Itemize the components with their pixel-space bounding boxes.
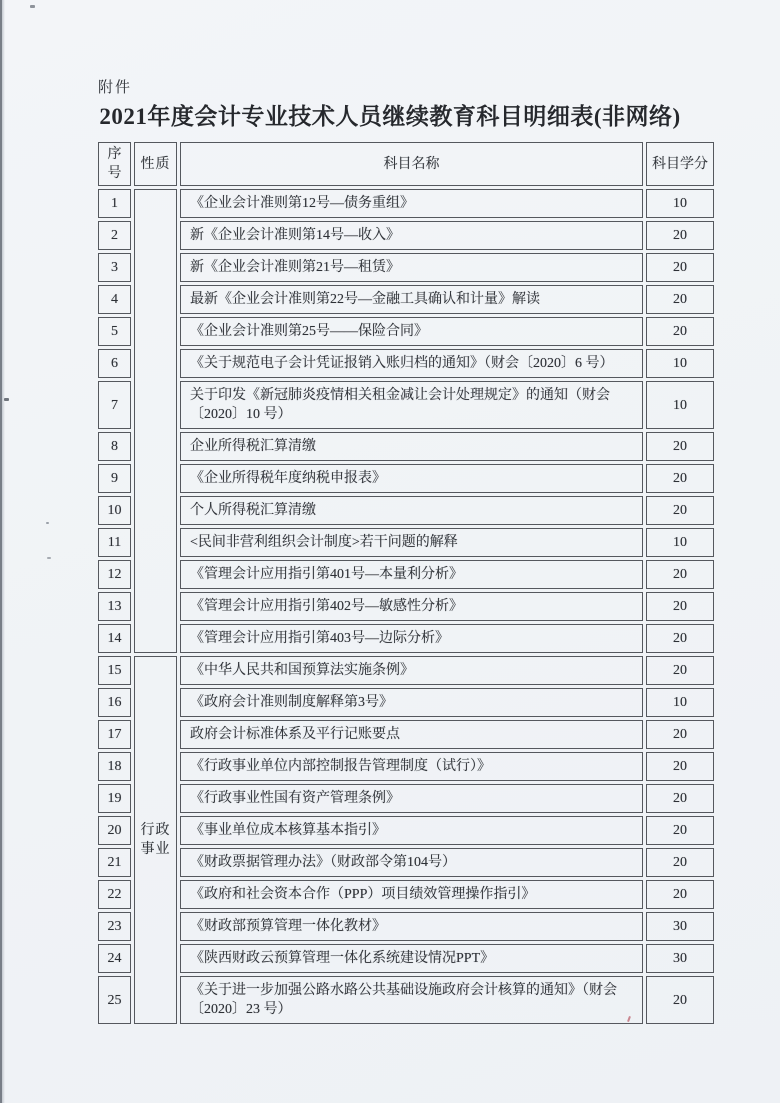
subject-credits: 10 [646,528,714,557]
row-number: 3 [98,253,131,282]
row-number: 24 [98,944,131,973]
table-row [98,528,714,557]
row-number: 11 [98,528,131,557]
row-number: 7 [98,381,131,429]
row-number: 8 [98,432,131,461]
row-number: 20 [98,816,131,845]
scan-speck [4,398,9,401]
subject-name: 《财政票据管理办法》（财政部令第104号） [180,848,643,877]
subject-name: 最新《企业会计准则第22号—金融工具确认和计量》解读 [180,285,643,314]
subject-credits: 10 [646,349,714,378]
subject-name: <民间非营利组织会计制度>若干问题的解释 [180,528,643,557]
subject-credits: 30 [646,944,714,973]
table-row [98,349,714,378]
subject-credits: 10 [646,189,714,218]
row-number: 9 [98,464,131,493]
header-row [98,142,714,186]
scan-speck [47,557,51,559]
subject-credits: 20 [646,253,714,282]
row-number: 19 [98,784,131,813]
subject-credits: 20 [646,720,714,749]
attachment-label: 附件 [98,80,133,96]
row-number: 5 [98,317,131,346]
subject-name: 新《企业会计准则第14号—收入》 [180,221,643,250]
table-row [98,880,714,909]
row-number: 15 [98,656,131,685]
table-row [98,944,714,973]
subject-credits: 20 [646,221,714,250]
table-row [98,317,714,346]
subject-name: 《中华人民共和国预算法实施条例》 [180,656,643,685]
subject-name: 《管理会计应用指引第403号—边际分析》 [180,624,643,653]
subject-credits: 20 [646,496,714,525]
row-number: 12 [98,560,131,589]
row-number: 22 [98,880,131,909]
subject-name: 政府会计标准体系及平行记账要点 [180,720,643,749]
subject-credits: 20 [646,976,714,1024]
table-row [98,381,714,429]
table-row [98,253,714,282]
document-title: 2021年度会计专业技术人员继续教育科目明细表(非网络) [99,104,681,129]
subject-credits: 20 [646,624,714,653]
subject-name: 《政府会计准则制度解释第3号》 [180,688,643,717]
row-number: 21 [98,848,131,877]
nature-group-cell [134,189,177,653]
subject-credits: 20 [646,432,714,461]
subject-name: 《企业所得税年度纳税申报表》 [180,464,643,493]
subject-name: 《财政部预算管理一体化教材》 [180,912,643,941]
table-body [98,189,714,1024]
row-number: 2 [98,221,131,250]
row-number: 25 [98,976,131,1024]
subject-credits: 10 [646,381,714,429]
subject-credits: 20 [646,752,714,781]
header-credits: 科目学分 [646,142,714,186]
header-nature: 性质 [134,142,177,186]
table-row [98,189,714,218]
scan-speck [30,5,35,8]
table-row [98,976,714,1024]
table-row [98,285,714,314]
subject-name: 《行政事业性国有资产管理条例》 [180,784,643,813]
header-subject: 科目名称 [180,142,643,186]
row-number: 14 [98,624,131,653]
subject-credits: 20 [646,560,714,589]
subject-name: 《企业会计准则第12号—债务重组》 [180,189,643,218]
subject-name: 个人所得税汇算清缴 [180,496,643,525]
table-row [98,752,714,781]
table-row [98,221,714,250]
subject-credits: 20 [646,784,714,813]
row-number: 10 [98,496,131,525]
subject-name: 《管理会计应用指引第402号—敏感性分析》 [180,592,643,621]
table-row [98,720,714,749]
row-number: 6 [98,349,131,378]
table-row [98,560,714,589]
subject-name: 关于印发《新冠肺炎疫情相关租金减让会计处理规定》的通知（财会〔2020〕10 号） [180,381,643,429]
table-row [98,784,714,813]
table-row [98,624,714,653]
table-row [98,496,714,525]
subject-credits: 20 [646,816,714,845]
row-number: 13 [98,592,131,621]
row-number: 18 [98,752,131,781]
subject-name: 《关于进一步加强公路水路公共基础设施政府会计核算的通知》（财会〔2020〕23 号） [180,976,643,1024]
subject-credits: 20 [646,317,714,346]
subject-credits: 20 [646,656,714,685]
subject-name: 《行政事业单位内部控制报告管理制度（试行）》 [180,752,643,781]
table-row [98,656,714,685]
subject-name: 《政府和社会资本合作（PPP）项目绩效管理操作指引》 [180,880,643,909]
subject-credits: 10 [646,688,714,717]
table-row [98,592,714,621]
subject-name: 企业所得税汇算清缴 [180,432,643,461]
row-number: 1 [98,189,131,218]
table-row [98,848,714,877]
subject-credits: 20 [646,592,714,621]
subject-credits: 20 [646,285,714,314]
table-row [98,688,714,717]
table-row [98,912,714,941]
subject-name: 《管理会计应用指引第401号—本量利分析》 [180,560,643,589]
subject-name: 《陕西财政云预算管理一体化系统建设情况PPT》 [180,944,643,973]
table-header [98,142,714,186]
subject-name: 新《企业会计准则第21号—租赁》 [180,253,643,282]
scan-speck [46,522,49,524]
subject-name: 《事业单位成本核算基本指引》 [180,816,643,845]
subject-name: 《企业会计准则第25号——保险合同》 [180,317,643,346]
row-number: 4 [98,285,131,314]
subject-credits: 30 [646,912,714,941]
nature-group-cell: 行政事业 [134,656,177,1024]
scan-edge-shadow-soft [2,0,5,1103]
subject-name: 《关于规范电子会计凭证报销入账归档的通知》（财会〔2020〕6 号） [180,349,643,378]
row-number: 16 [98,688,131,717]
header-index: 序号 [98,142,131,186]
table-row [98,816,714,845]
row-number: 17 [98,720,131,749]
subject-credits: 20 [646,464,714,493]
table-row [98,432,714,461]
subjects-table [95,139,717,1027]
row-number: 23 [98,912,131,941]
subject-credits: 20 [646,880,714,909]
table-row [98,464,714,493]
subject-credits: 20 [646,848,714,877]
